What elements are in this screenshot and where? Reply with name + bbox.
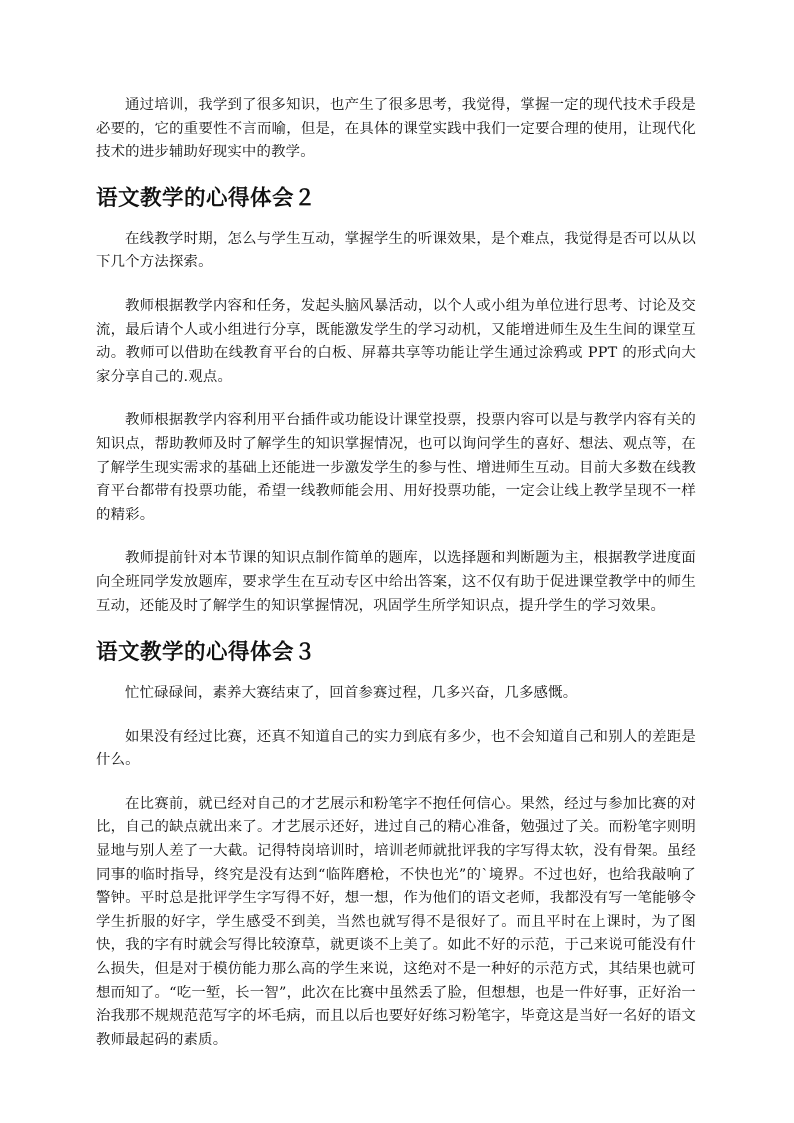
section-3-heading: 语文教学的心得体会３ [96,640,317,666]
section-2-heading: 语文教学的心得体会２ [96,185,317,211]
section-3-paragraph-1: 忙忙碌碌间，素养大赛结束了，回首参赛过程，几多兴奋，几多感慨。 [125,685,578,702]
section-2-paragraph-4: 教师提前针对本节课的知识点制作简单的题库，以选择题和判断题为主，根据教学进度面向全班同学发放题库，要求学生在互动专区中给出答案，这不仅有助于促进课堂教学中的师生互动，还能及时了解学生的知识掌握情况，巩固学生所学知识点，提升学生的学习效果。 [96,550,696,614]
section-2-paragraph-1: 在线教学时期，怎么与学生互动，掌握学生的听课效果，是个难点，我觉得是否可以从以下几个方法探索。 [96,230,696,271]
section-3-paragraph-2: 如果没有经过比赛，还真不知道自己的实力到底有多少，也不会知道自己和别人的差距是什么。 [96,728,696,769]
section-3-paragraph-3: 在比赛前，就已经对自己的才艺展示和粉笔字不抱任何信心。果然，经过与参加比赛的对比，自己的缺点就出来了。才艺展示还好，进过自己的精心准备，勉强过了关。而粉笔字则明显地与别人差了一大截。记得特岗培训时，培训老师就批评我的字写得太软，没有骨架。虽经同事的临时指导，终究是没有达到“临阵磨枪，不快也光”的`境界。不过也好，也给我敲响了警钟。平时总是批评学生字写得不好，想一想，作为他们的语文老师，我都没有写一笔能够令学生折服的好字，学生感受不到美，当然也就写得不是很好了。而且平时在上课时，为了图快，我的字有时就会写得比较潦草，就更谈不上美了。如此不好的示范，于己来说可能没有什么损失，但是对于模仿能力那么高的学生来说，这绝对不是一种好的示范方式，其结果也就可想而知了。“吃一堑，长一智”，此次在比赛中虽然丢了脸，但想想，也是一件好事，正好治一治我那不规规范范写字的坏毛病，而且以后也要好好练习粉笔字，毕竟这是当好一名好的语文教师最起码的素质。 [96,795,696,1048]
section-2-paragraph-2: 教师根据教学内容和任务，发起头脑风暴活动，以个人或小组为单位进行思考、讨论及交流，最后请个人或小组进行分享，既能激发学生的学习动机，又能增进师生及生生间的课堂互动。教师可以借助在线教育平台的白板、屏幕共享等功能让学生通过涂鸦或 PPT 的形式向大家分享自己的.观点。 [96,297,696,385]
intro-paragraph: 通过培训，我学到了很多知识，也产生了很多思考，我觉得，掌握一定的现代技术手段是必要的，它的重要性不言而喻，但是，在具体的课堂实践中我们一定要合理的使用，让现代化技术的进步辅助好现实中的教学。 [96,97,696,161]
document-page [96,94,696,1052]
section-2-paragraph-3: 教师根据教学内容利用平台插件或功能设计课堂投票，投票内容可以是与教学内容有关的知识点，帮助教师及时了解学生的知识掌握情况，也可以询问学生的喜好、想法、观点等，在了解学生现实需求的基础上还能进一步激发学生的参与性、增进师生互动。目前大多数在线教育平台都带有投票功能，希望一线教师能会用、用好投票功能，一定会让线上教学呈现不一样的精彩。 [96,412,696,523]
